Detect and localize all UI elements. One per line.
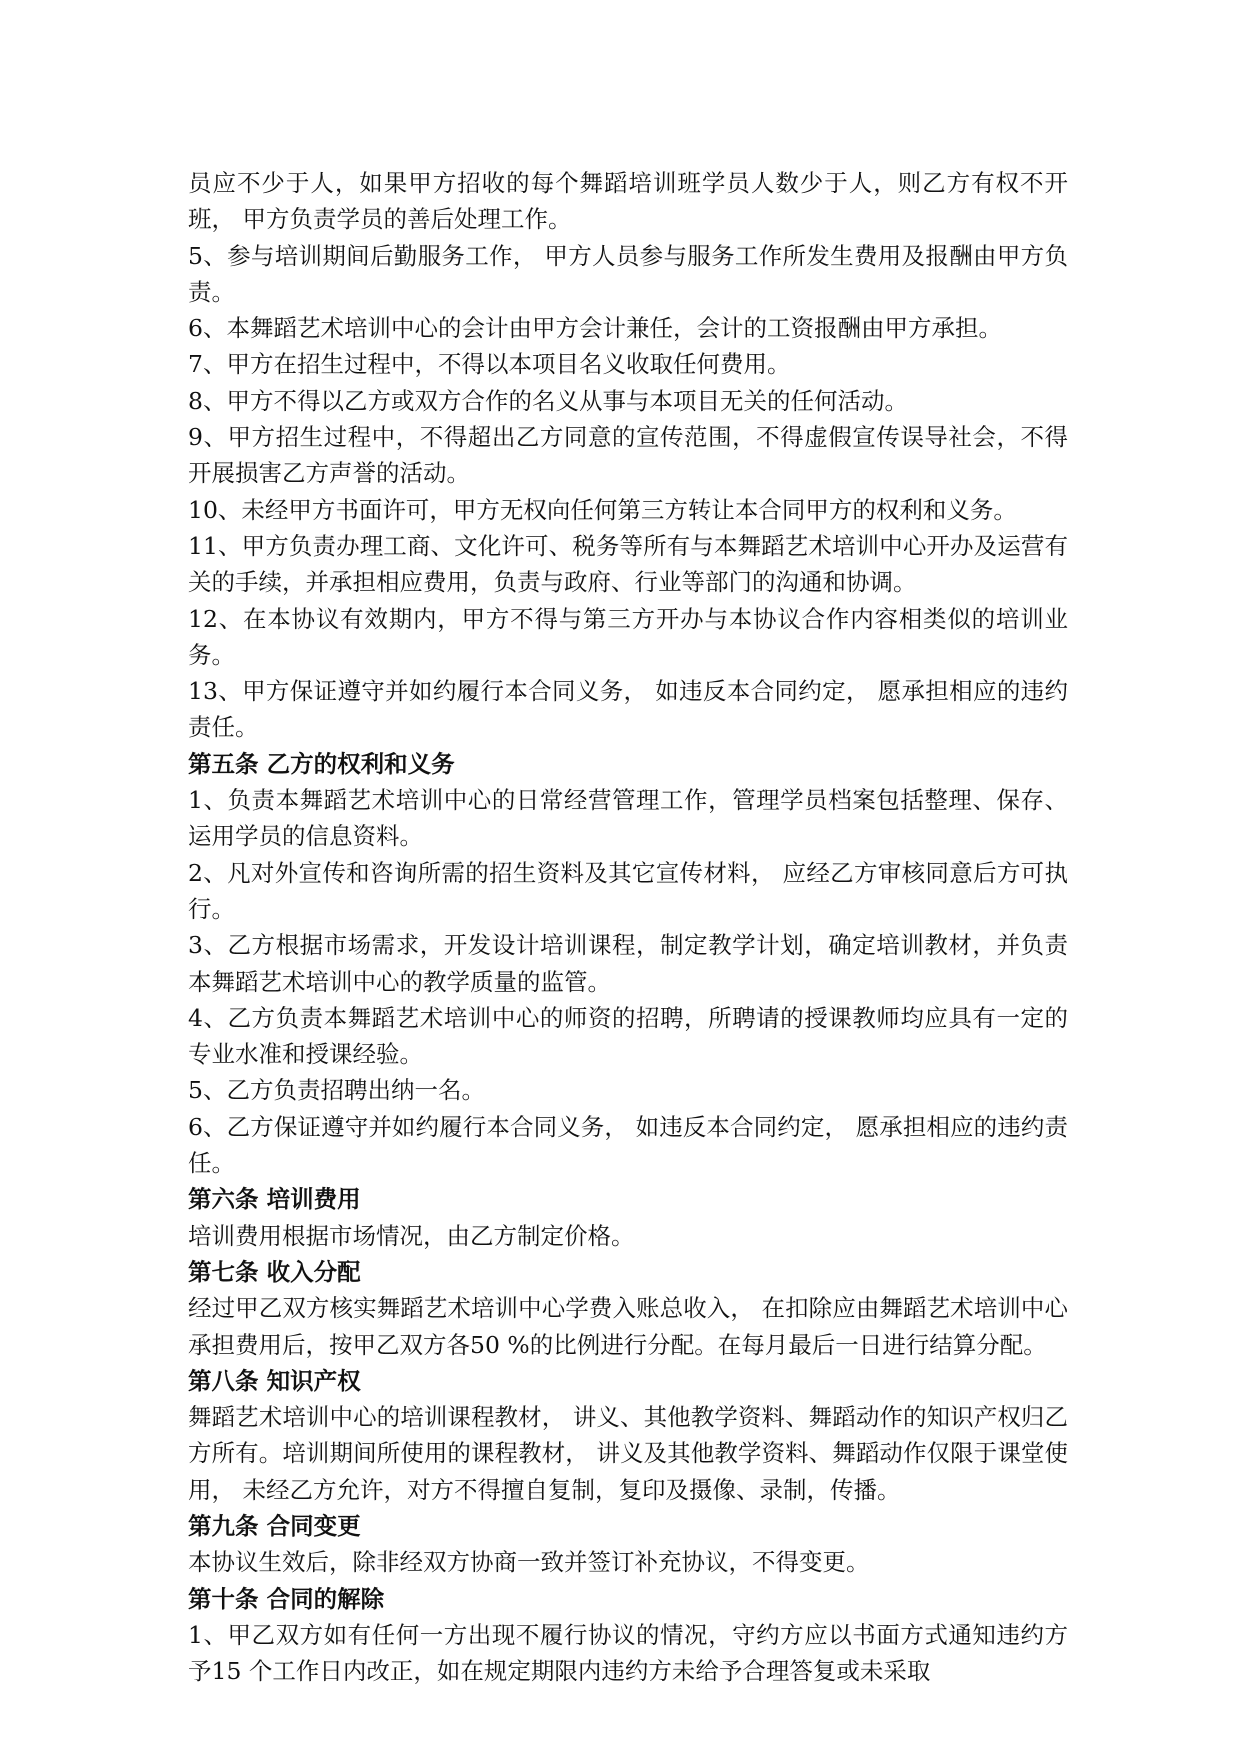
section-heading: 第九条 合同变更 xyxy=(188,1511,361,1540)
clause-item: 5、乙方负责招聘出纳一名。 xyxy=(188,1076,485,1105)
section-heading: 第五条 乙方的权利和义务 xyxy=(188,749,455,778)
section-heading: 第八条 知识产权 xyxy=(188,1366,361,1395)
paragraph: 员应不少于人，如果甲方招收的每个舞蹈培训班学员人数少于人，则乙方有权不开班， 甲方负责学员的善后处理工作。 xyxy=(188,169,1068,234)
paragraph: 培训费用根据市场情况，由乙方制定价格。 xyxy=(188,1221,635,1250)
clause-item: 5、参与培训期间后勤服务工作， 甲方人员参与服务工作所发生费用及报酬由甲方负责。 xyxy=(188,241,1068,306)
clause-item: 9、甲方招生过程中，不得超出乙方同意的宣传范围，不得虚假宣传误导社会，不得开展损害乙方声誉的活动。 xyxy=(188,423,1068,488)
clause-item: 6、本舞蹈艺术培训中心的会计由甲方会计兼任，会计的工资报酬由甲方承担。 xyxy=(188,314,1002,343)
document-page xyxy=(188,165,1068,1689)
section-heading: 第六条 培训费用 xyxy=(188,1185,361,1214)
clause-item: 13、甲方保证遵守并如约履行本合同义务， 如违反本合同约定， 愿承担相应的违约责任。 xyxy=(188,677,1068,742)
clause-item: 6、乙方保证遵守并如约履行本合同义务， 如违反本合同约定， 愿承担相应的违约责任。 xyxy=(188,1112,1068,1178)
clause-item: 2、凡对外宣传和咨询所需的招生资料及其它宣传材料， 应经乙方审核同意后方可执行。 xyxy=(188,858,1068,923)
clause-item: 7、甲方在招生过程中，不得以本项目名义收取任何费用。 xyxy=(188,350,791,379)
clause-item: 3、乙方根据市场需求，开发设计培训课程，制定教学计划，确定培训教材，并负责本舞蹈艺术培训中心的教学质量的监管。 xyxy=(188,931,1068,996)
clause-item: 8、甲方不得以乙方或双方合作的名义从事与本项目无关的任何活动。 xyxy=(188,386,908,415)
clause-item: 4、乙方负责本舞蹈艺术培训中心的师资的招聘，所聘请的授课教师均应具有一定的专业水准和授课经验。 xyxy=(188,1003,1068,1069)
clause-item: 12、在本协议有效期内，甲方不得与第三方开办与本协议合作内容相类似的培训业务。 xyxy=(188,604,1068,669)
clause-item: 1、负责本舞蹈艺术培训中心的日常经营管理工作，管理学员档案包括整理、保存、运用学员的信息资料。 xyxy=(188,786,1068,851)
section-heading: 第十条 合同的解除 xyxy=(188,1584,385,1613)
clause-item: 11、甲方负责办理工商、文化许可、税务等所有与本舞蹈艺术培训中心开办及运营有关的手续，并承担相应费用，负责与政府、行业等部门的沟通和协调。 xyxy=(188,531,1068,597)
clause-item: 10、未经甲方书面许可，甲方无权向任何第三方转让本合同甲方的权利和义务。 xyxy=(188,495,1017,524)
paragraph: 本协议生效后，除非经双方协商一致并签订补充协议，不得变更。 xyxy=(188,1548,870,1577)
paragraph: 舞蹈艺术培训中心的培训课程教材， 讲义、其他教学资料、舞蹈动作的知识产权归乙方所有。培训期间所使用的课程教材， 讲义及其他教学资料、舞蹈动作仅限于课堂使用， 未经乙方允许，对方不得擅自复制，复印及摄像、录制，传播。 xyxy=(188,1403,1068,1504)
section-heading: 第七条 收入分配 xyxy=(188,1257,361,1286)
paragraph: 经过甲乙双方核实舞蹈艺术培训中心学费入账总收入， 在扣除应由舞蹈艺术培训中心承担费用后，按甲乙双方各50 %的比例进行分配。在每月最后一日进行结算分配。 xyxy=(188,1294,1068,1359)
clause-item: 1、甲乙双方如有任何一方出现不履行协议的情况，守约方应以书面方式通知违约方予15 个工作日内改正，如在规定期限内违约方未给予合理答复或未采取 xyxy=(188,1620,1068,1686)
